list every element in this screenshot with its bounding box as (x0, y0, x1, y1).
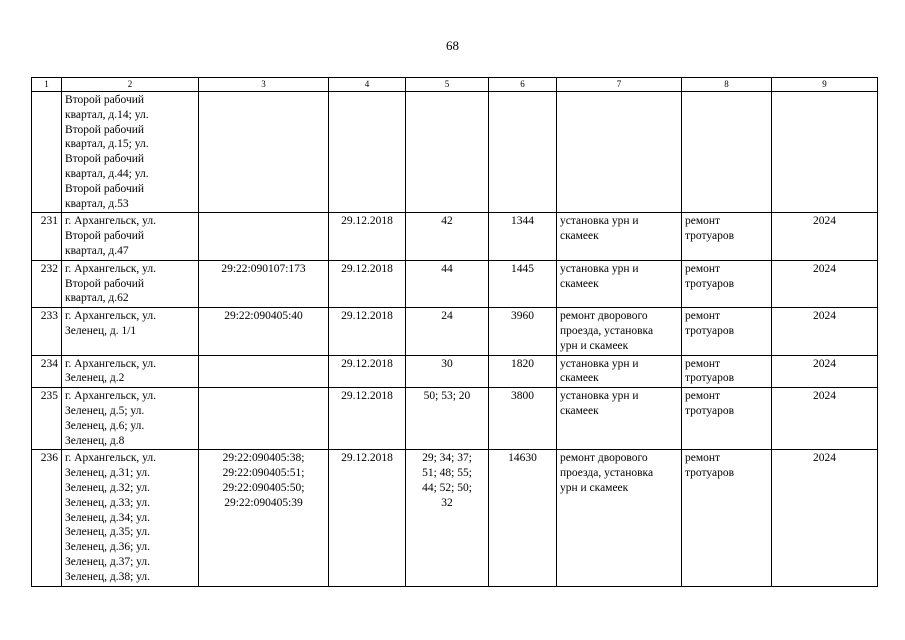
cell-number: 234 (32, 355, 62, 388)
cell-line: 24 (441, 310, 453, 323)
cell-line: 44 (441, 262, 453, 275)
cell-cadastral-number (199, 450, 329, 586)
column-header: 3 (199, 78, 329, 92)
cell-number: 233 (32, 308, 62, 355)
cell-line: 44; 52; 50; (422, 481, 472, 494)
cell-line: 42 (441, 215, 453, 228)
cell-line: Зеленец, д.5; ул. (65, 404, 145, 417)
cell-year: 2024 (772, 450, 878, 586)
cell-line: ремонт (685, 215, 721, 228)
cell-line: квартал, д.47 (65, 244, 129, 257)
cell-line: ремонт (685, 262, 721, 275)
cell-address (62, 92, 199, 213)
cell-count (406, 388, 489, 450)
cell-line: ремонт дворового (560, 452, 648, 465)
cell-line: 29:22:090405:40 (224, 310, 303, 323)
cell-date: 29.12.2018 (329, 213, 406, 260)
cell-address (62, 355, 199, 388)
cell-additional-works (682, 260, 772, 307)
cell-line: Зеленец, д.31; ул. (65, 467, 151, 480)
cell-works (557, 213, 682, 260)
cell-number: 232 (32, 260, 62, 307)
column-header: 5 (406, 78, 489, 92)
cell-area: 1445 (489, 260, 557, 307)
cell-year: 2024 (772, 213, 878, 260)
cell-line: тротуаров (685, 277, 735, 290)
cell-line: г. Архангельск, ул. (65, 310, 157, 323)
cell-line: квартал, д.53 (65, 197, 129, 210)
cell-number (32, 92, 62, 213)
cell-line: Зеленец, д.33; ул. (65, 496, 151, 509)
table-row (32, 308, 878, 355)
cell-year (772, 92, 878, 213)
cell-line: ремонт (685, 452, 721, 465)
cell-line: Зеленец, д.6; ул. (65, 419, 145, 432)
cell-works (557, 92, 682, 213)
cell-line: г. Архангельск, ул. (65, 452, 157, 465)
cell-line: урн и скамеек (560, 339, 629, 352)
column-header: 6 (489, 78, 557, 92)
cell-date: 29.12.2018 (329, 260, 406, 307)
cell-number: 235 (32, 388, 62, 450)
column-header: 9 (772, 78, 878, 92)
cell-additional-works (682, 388, 772, 450)
cell-area: 3960 (489, 308, 557, 355)
column-header: 8 (682, 78, 772, 92)
cell-line: квартал, д.14; ул. (65, 108, 149, 121)
cell-line: 30 (441, 357, 453, 370)
cell-area: 1344 (489, 213, 557, 260)
cell-line: Зеленец, д.37; ул. (65, 555, 151, 568)
cell-line: скамеек (560, 404, 599, 417)
column-header: 4 (329, 78, 406, 92)
cell-line: квартал, д.62 (65, 292, 129, 305)
cell-line: Зеленец, д.34; ул. (65, 511, 151, 524)
cell-line: 29:22:090405:51; (222, 467, 305, 480)
cell-line: тротуаров (685, 230, 735, 243)
cell-line: скамеек (560, 372, 599, 385)
cell-line: 29; 34; 37; (422, 452, 472, 465)
cell-line: Зеленец, д.8 (65, 434, 125, 447)
cell-line: тротуаров (685, 324, 735, 337)
cell-line: Зеленец, д.35; ул. (65, 526, 151, 539)
cell-count (406, 213, 489, 260)
cell-year: 2024 (772, 308, 878, 355)
cell-additional-works (682, 450, 772, 586)
cell-count (406, 355, 489, 388)
cell-line: 32 (441, 496, 453, 509)
cell-line: тротуаров (685, 372, 735, 385)
cell-line: тротуаров (685, 467, 735, 480)
cell-line: тротуаров (685, 404, 735, 417)
cell-line: установка урн и (560, 390, 639, 403)
cell-line: г. Архангельск, ул. (65, 390, 157, 403)
cell-count (406, 92, 489, 213)
cell-area: 3800 (489, 388, 557, 450)
cell-works (557, 308, 682, 355)
cell-count (406, 308, 489, 355)
cell-additional-works (682, 213, 772, 260)
cell-cadastral-number (199, 92, 329, 213)
cell-address (62, 308, 199, 355)
cell-address (62, 388, 199, 450)
cell-additional-works (682, 308, 772, 355)
header-row (32, 78, 878, 92)
cell-line: 51; 48; 55; (422, 467, 472, 480)
cell-cadastral-number (199, 388, 329, 450)
cell-line: 29:22:090405:39 (224, 496, 303, 509)
cell-line: 29:22:090405:50; (222, 481, 305, 494)
cell-year: 2024 (772, 388, 878, 450)
cell-line: скамеек (560, 230, 599, 243)
cell-additional-works (682, 355, 772, 388)
cell-line: 50; 53; 20 (423, 390, 471, 403)
cell-line: Зеленец, д.2 (65, 372, 125, 385)
cell-line: г. Архангельск, ул. (65, 262, 157, 275)
table-row (32, 388, 878, 450)
page-number: 68 (446, 38, 459, 53)
table-row (32, 92, 878, 213)
cell-line: г. Архангельск, ул. (65, 215, 157, 228)
cell-line: скамеек (560, 277, 599, 290)
cell-line: 29:22:090405:38; (222, 452, 305, 465)
cell-cadastral-number (199, 213, 329, 260)
cell-line: квартал, д.44; ул. (65, 167, 149, 180)
cell-year: 2024 (772, 355, 878, 388)
column-header: 7 (557, 78, 682, 92)
cell-area: 14630 (489, 450, 557, 586)
cell-line: 29:22:090107:173 (221, 262, 306, 275)
cell-cadastral-number (199, 260, 329, 307)
cell-line: Зеленец, д.36; ул. (65, 541, 151, 554)
cell-number: 231 (32, 213, 62, 260)
cell-additional-works (682, 92, 772, 213)
cell-works (557, 388, 682, 450)
cell-address (62, 213, 199, 260)
table-row (32, 213, 878, 260)
cell-line: Второй рабочий (65, 230, 145, 243)
cell-date: 29.12.2018 (329, 308, 406, 355)
cell-line: Зеленец, д.38; ул. (65, 570, 151, 583)
cell-date: 29.12.2018 (329, 355, 406, 388)
cell-line: Второй рабочий (65, 153, 145, 166)
cell-line: ремонт (685, 357, 721, 370)
table-body (32, 92, 878, 587)
table-row (32, 355, 878, 388)
column-header: 2 (62, 78, 199, 92)
cell-line: Второй рабочий (65, 182, 145, 195)
cell-number: 236 (32, 450, 62, 586)
cell-count (406, 450, 489, 586)
cell-date: 29.12.2018 (329, 450, 406, 586)
cell-line: установка урн и (560, 262, 639, 275)
registry-table (31, 77, 878, 587)
cell-line: г. Архангельск, ул. (65, 357, 157, 370)
cell-area (489, 92, 557, 213)
cell-line: ремонт (685, 390, 721, 403)
cell-line: ремонт (685, 310, 721, 323)
cell-line: Зеленец, д.32; ул. (65, 481, 151, 494)
cell-line: проезда, установка (560, 324, 654, 337)
cell-line: урн и скамеек (560, 481, 629, 494)
cell-year: 2024 (772, 260, 878, 307)
column-header: 1 (32, 78, 62, 92)
cell-area: 1820 (489, 355, 557, 388)
cell-works (557, 260, 682, 307)
cell-cadastral-number (199, 355, 329, 388)
cell-line: Второй рабочий (65, 94, 145, 106)
cell-date: 29.12.2018 (329, 388, 406, 450)
table-row (32, 260, 878, 307)
cell-count (406, 260, 489, 307)
cell-line: Второй рабочий (65, 277, 145, 290)
cell-cadastral-number (199, 308, 329, 355)
cell-line: квартал, д.15; ул. (65, 138, 149, 151)
cell-line: Зеленец, д. 1/1 (65, 324, 137, 337)
cell-works (557, 450, 682, 586)
cell-address (62, 450, 199, 586)
cell-line: установка урн и (560, 215, 639, 228)
cell-line: установка урн и (560, 357, 639, 370)
cell-date (329, 92, 406, 213)
cell-line: проезда, установка (560, 467, 654, 480)
table-row (32, 450, 878, 586)
cell-line: Второй рабочий (65, 123, 145, 136)
cell-address (62, 260, 199, 307)
cell-line: ремонт дворового (560, 310, 648, 323)
cell-works (557, 355, 682, 388)
